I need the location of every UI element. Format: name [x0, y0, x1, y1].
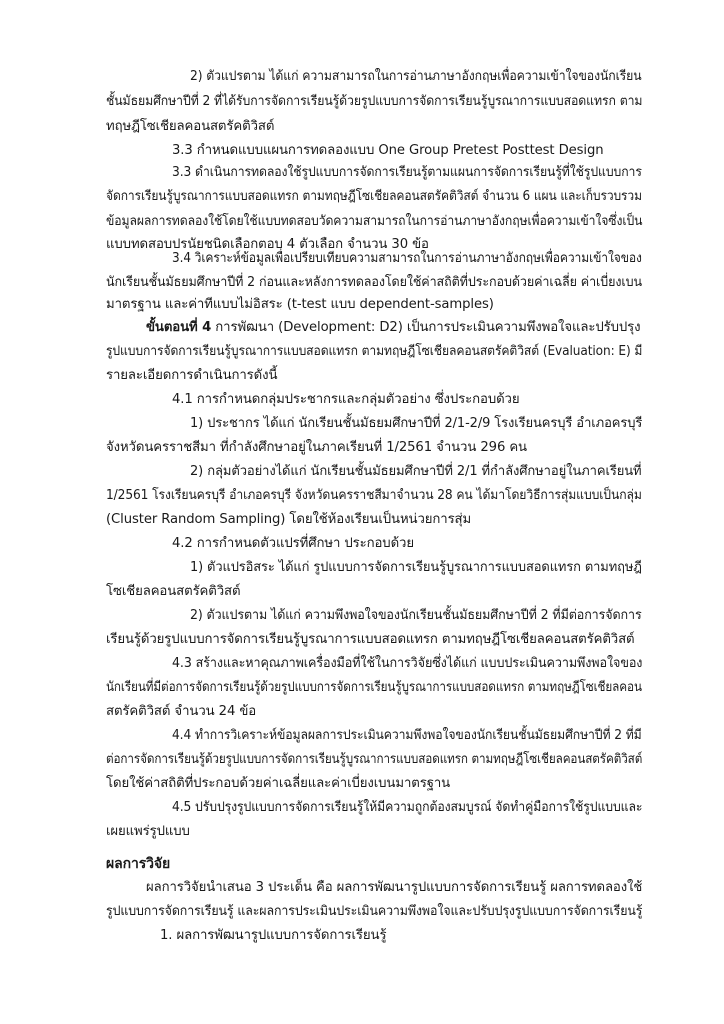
text-line: โซเชียลคอนสตรัคติวิสต์	[106, 584, 241, 599]
text-line: 4.5 ปรับปรุงรูปแบบการจัดการเรียนรู้ให้มีความถูกต้องสมบูรณ์ จัดทำคู่มือการใช้รูปแบบและ	[172, 800, 643, 815]
text-line: 4.2 การกำหนดตัวแปรที่ศึกษา ประกอบด้วย	[172, 536, 414, 551]
text-line: มาตรฐาน และค่าทีแบบไม่อิสระ (t-test แบบ dependent-samples)	[106, 297, 494, 312]
text-line: 1) ประชากร ได้แก่ นักเรียนชั้นมัธยมศึกษาปีที่ 2/1-2/9 โรงเรียนครบุรี อำเภอครบุรี	[190, 416, 643, 431]
step-4-paragraph	[146, 320, 640, 336]
text-line: 2) กลุ่มตัวอย่างได้แก่ นักเรียนชั้นมัธยมศึกษาปีที่ 2/1 ที่กำลังศึกษาอยู่ในภาคเรียนที่	[190, 464, 642, 479]
text-line: 3.3 ดำเนินการทดลองใช้รูปแบบการจัดการเรียนรู้ตามแผนการจัดการเรียนรู้ที่ใช้รูปแบบการ	[172, 165, 642, 180]
text-line: 3.3 กำหนดแบบแผนการทดลองแบบ One Group Pretest Posttest Design	[172, 143, 604, 158]
text-line: เผยแพร่รูปแบบ	[106, 824, 190, 839]
text-line: ทฤษฎีโซเชียลคอนสตรัคติวิสต์	[106, 119, 275, 134]
text-line: โดยใช้ค่าสถิติที่ประกอบด้วยค่าเฉลี่ยและค่าเบี่ยงเบนมาตรฐาน	[106, 776, 451, 791]
text-line: ผลการวิจัยนำเสนอ 3 ประเด็น คือ ผลการพัฒนารูปแบบการจัดการเรียนรู้ ผลการทดลองใช้	[146, 880, 643, 895]
text-line: 2) ตัวแปรตาม ได้แก่ ความพึงพอใจของนักเรียนชั้นมัธยมศึกษาปีที่ 2 ที่มีต่อการจัดการ	[190, 608, 642, 623]
text-line: 3.4 วิเคราะห์ข้อมูลเพื่อเปรียบเทียบความสามารถในการอ่านภาษาอังกฤษเพื่อความเข้าใจของ	[172, 251, 642, 266]
text-line: จัดการเรียนรู้บูรณาการแบบสอดแทรก ตามทฤษฎีโซเชียลคอนสตรัคติวิสต์ จำนวน 6 แผน และเก็บรวบรวม	[106, 189, 642, 204]
text-line: 4.1 การกำหนดกลุ่มประชากรและกลุ่มตัวอย่าง ซึ่งประกอบด้วย	[172, 392, 520, 407]
text-line: รูปแบบการจัดการเรียนรู้บูรณาการแบบสอดแทรก ตามทฤษฎีโซเชียลคอนสตรัคติวิสต์ (Evaluation: E) มี	[106, 344, 643, 359]
text-line: 1. ผลการพัฒนารูปแบบการจัดการเรียนรู้	[160, 928, 387, 943]
text-line: 2) ตัวแปรตาม ได้แก่ ความสามารถในการอ่านภาษาอังกฤษเพื่อความเข้าใจของนักเรียน	[190, 69, 642, 84]
text-line: ชั้นมัธยมศึกษาปีที่ 2 ที่ได้รับการจัดการเรียนรู้ด้วยรูปแบบการจัดการเรียนรู้บูรณาการแบบสอดแทรก ตาม	[106, 94, 643, 109]
text-line: 1/2561 โรงเรียนครบุรี อำเภอครบุรี จังหวัดนครราชสีมาจำนวน 28 คน ได้มาโดยวิธีการสุ่มแบบเป็นกลุ่ม	[106, 488, 642, 503]
text-line: ต่อการจัดการเรียนรู้ด้วยรูปแบบการจัดการเรียนรู้บูรณาการแบบสอดแทรก ตามทฤษฎีโซเชียลคอนสตรัคติวิสต์	[106, 752, 643, 767]
text-line: (Cluster Random Sampling) โดยใช้ห้องเรียนเป็นหน่วยการสุ่ม	[106, 512, 472, 527]
text-line: นักเรียนที่มีต่อการจัดการเรียนรู้ด้วยรูปแบบการจัดการเรียนรู้บูรณาการแบบสอดแทรก ตามทฤษฎีโซเชียลคอน	[106, 680, 642, 695]
text-line: จังหวัดนครราชสีมา ที่กำลังศึกษาอยู่ในภาคเรียนที่ 1/2561 จำนวน 296 คน	[106, 440, 527, 455]
text-line: แบบทดสอบปรนัยชนิดเลือกตอบ 4 ตัวเลือก จำนวน 30 ข้อ	[106, 237, 429, 252]
text-line: การพัฒนา (Development: D2) เป็นการประเมินความพึงพอใจและปรับปรุง	[215, 320, 641, 335]
text-line: ข้อมูลผลการทดลองใช้โดยใช้แบบทดสอบวัดความสามารถในการอ่านภาษาอังกฤษเพื่อความเข้าใจซึ่งเป็น	[106, 214, 643, 229]
step-4-label: ขั้นตอนที่ 4	[146, 320, 212, 335]
results-heading: ผลการวิจัย	[106, 856, 171, 872]
text-line: 4.4 ทำการวิเคราะห์ข้อมูลผลการประเมินความพึงพอใจของนักเรียนชั้นมัธยมศึกษาปีที่ 2 ที่มี	[172, 728, 642, 743]
text-line: รูปแบบการจัดการเรียนรู้ และผลการประเมินประเมินความพึงพอใจและปรับปรุงรูปแบบการจัดการเรียนรู้	[106, 904, 643, 919]
text-line: 1) ตัวแปรอิสระ ได้แก่ รูปแบบการจัดการเรียนรู้บูรณาการแบบสอดแทรก ตามทฤษฎี	[190, 560, 642, 575]
text-line: 4.3 สร้างและหาคุณภาพเครื่องมือที่ใช้ในการวิจัยซึ่งได้แก่ แบบประเมินความพึงพอใจของ	[172, 656, 643, 671]
text-line: สตรัคติวิสต์ จำนวน 24 ข้อ	[106, 704, 257, 719]
text-line: นักเรียนชั้นมัธยมศึกษาปีที่ 2 ก่อนและหลังการทดลองโดยใช้ค่าสถิติที่ประกอบด้วยค่าเฉลี่ย ค่าเบี่ยงเบน	[106, 275, 642, 290]
text-line: เรียนรู้ด้วยรูปแบบการจัดการเรียนรู้บูรณาการแบบสอดแทรก ตามทฤษฎีโซเชียลคอนสตรัคติวิสต์	[106, 632, 635, 647]
text-line: รายละเอียดการดำเนินการดังนี้	[106, 368, 278, 383]
